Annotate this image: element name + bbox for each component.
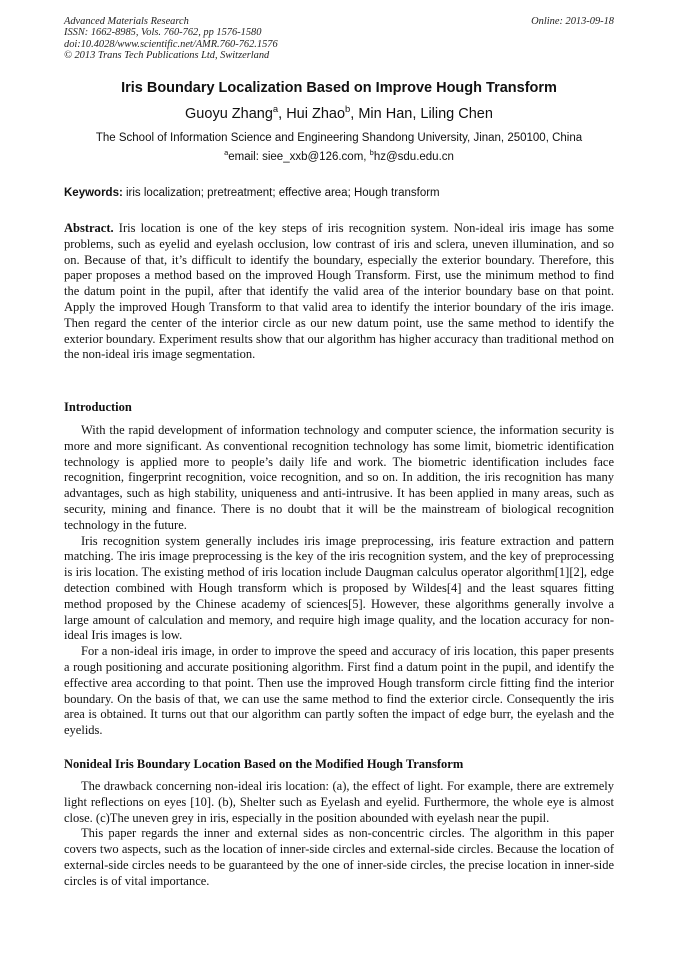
keywords [64,187,614,199]
author-name: Guoyu Zhang [185,106,273,122]
journal-header [64,16,614,62]
author-names-rest: , Min Han, Liling Chen [350,106,493,122]
paragraph: The drawback concerning non-ideal iris location: (a), the effect of light. For example, there are extremely light reflections on eyes [10]. (b), Shelter such as Eyelash and eyelid. Furthermore, the whole eye is almost close. (c)The uneven grey in iris, especially in the position abounded with eyelash near the pupil. [64,779,614,825]
author-affil-mark: a [272,103,279,115]
paragraph: With the rapid development of information technology and computer science, the information security is more and more significant. As conventional recognition technology has some limit, biometric identification technology is applied more to people’s daily life and work. The biometric identification includes face recognition, fingerprint recognition, voice recognition, and so on. In addition, the iris recognition has many advantages, such as high stability, uniqueness and anti-intrusive. It has been applied in many areas, such as security, mining and finance. There is no doubt that it will be the mainstream of biological recognition technology in the future. [64,423,614,532]
introduction-body [64,423,614,739]
email-text: email: siee_xxb@126.com, [228,151,370,163]
issn-line: ISSN: 1662-8985, Vols. 760-762, pp 1576-1580 [64,27,262,39]
doi-line: doi:10.4028/www.scientific.net/AMR.760-762.1576 [64,38,278,50]
keywords-text: iris localization; pretreatment; effective area; Hough transform [122,187,440,199]
author-affil-mark: b [345,103,351,115]
email-mark: b [369,148,374,158]
email-mark: a [224,148,229,158]
paragraph: Iris recognition system generally includes iris image preprocessing, iris feature extraction and pattern matching. The iris image preprocessing is the key of the iris recognition system, and the key of preprocessing is iris location. The existing method of iris location include Daugman calculus operator algorithm[1][2], edge detection combined with Hough transform which is proposed by Wildes[4] and the least squares fitting method proposed by the Chinese academy of sciences[5]. However, these algorithms generally involve a large amount of calculation and memory, and require high image quality, and the location accuracy for non-ideal Iris images is low. [64,533,614,643]
abstract-label: Abstract. [64,221,114,235]
section2-body [64,779,614,890]
abstract [64,221,614,363]
paragraph: For a non-ideal iris image, in order to improve the speed and accuracy of iris location, this paper presents a rough positioning and accurate positioning algorithm. First find a datum point in the pupil, and identify the effective area according to that point. Then use the improved Hough transform circle fitting find the interior boundary. On the basis of that, we can use the same method to find the exterior circle. Consequently the iris area is obtained. It turns out that our algorithm can partly soften the impact of edge burr, the eyelash and the eyelids. [64,644,614,738]
paper-title: Iris Boundary Localization Based on Improve Hough Transform [121,80,557,96]
email-text: hz@sdu.edu.cn [373,151,454,163]
section-heading-introduction: Introduction [64,400,132,414]
abstract-text: Iris location is one of the key steps of iris recognition system. Non-ideal iris image has some problems, such as eyelid and eyelash occlusion, low contrast of iris and sclera, uneven illumination, and so on. Because of that, it’s difficult to identify the boundary, especially the exterior boundary. Therefore, this paper proposes a method based on the improved Hough Transform. First, use the minimum method to find the datum point in the pupil, after that identify the valid area of the interior boundary base on that point. Apply the improved Hough Transform to that valid area to identify the interior boundary of the iris image. Then regard the center of the interior circle as our new datum point, use the same method to identify the exterior boundary. Experiment results show that our algorithm has higher accuracy than traditional method on the non-ideal iris image segmentation. [64,221,614,362]
copyright-line: © 2013 Trans Tech Publications Ltd, Switzerland [64,50,270,62]
affiliation: The School of Information Science and Engineering Shandong University, Jinan, 250100, China [95,132,583,144]
journal-name: Advanced Materials Research [64,16,189,27]
paragraph: This paper regards the inner and external sides as non-concentric circles. The algorithm in this paper covers two aspects, such as the location of inner-side circles and external-side circles. Because the location of external-side circles needs to be guaranteed by the one of inner-side circles, the precise location in inner-side circles is of vital importance. [64,826,614,888]
online-date: Online: 2013-09-18 [531,16,614,27]
author-list [40,103,638,122]
email-line [40,148,638,163]
author-name: Hui Zhao [286,106,346,122]
author-separator: , [278,106,287,122]
section-heading-hough: Nonideal Iris Boundary Location Based on the Modified Hough Transform [64,757,464,771]
keywords-label: Keywords: [64,187,123,199]
